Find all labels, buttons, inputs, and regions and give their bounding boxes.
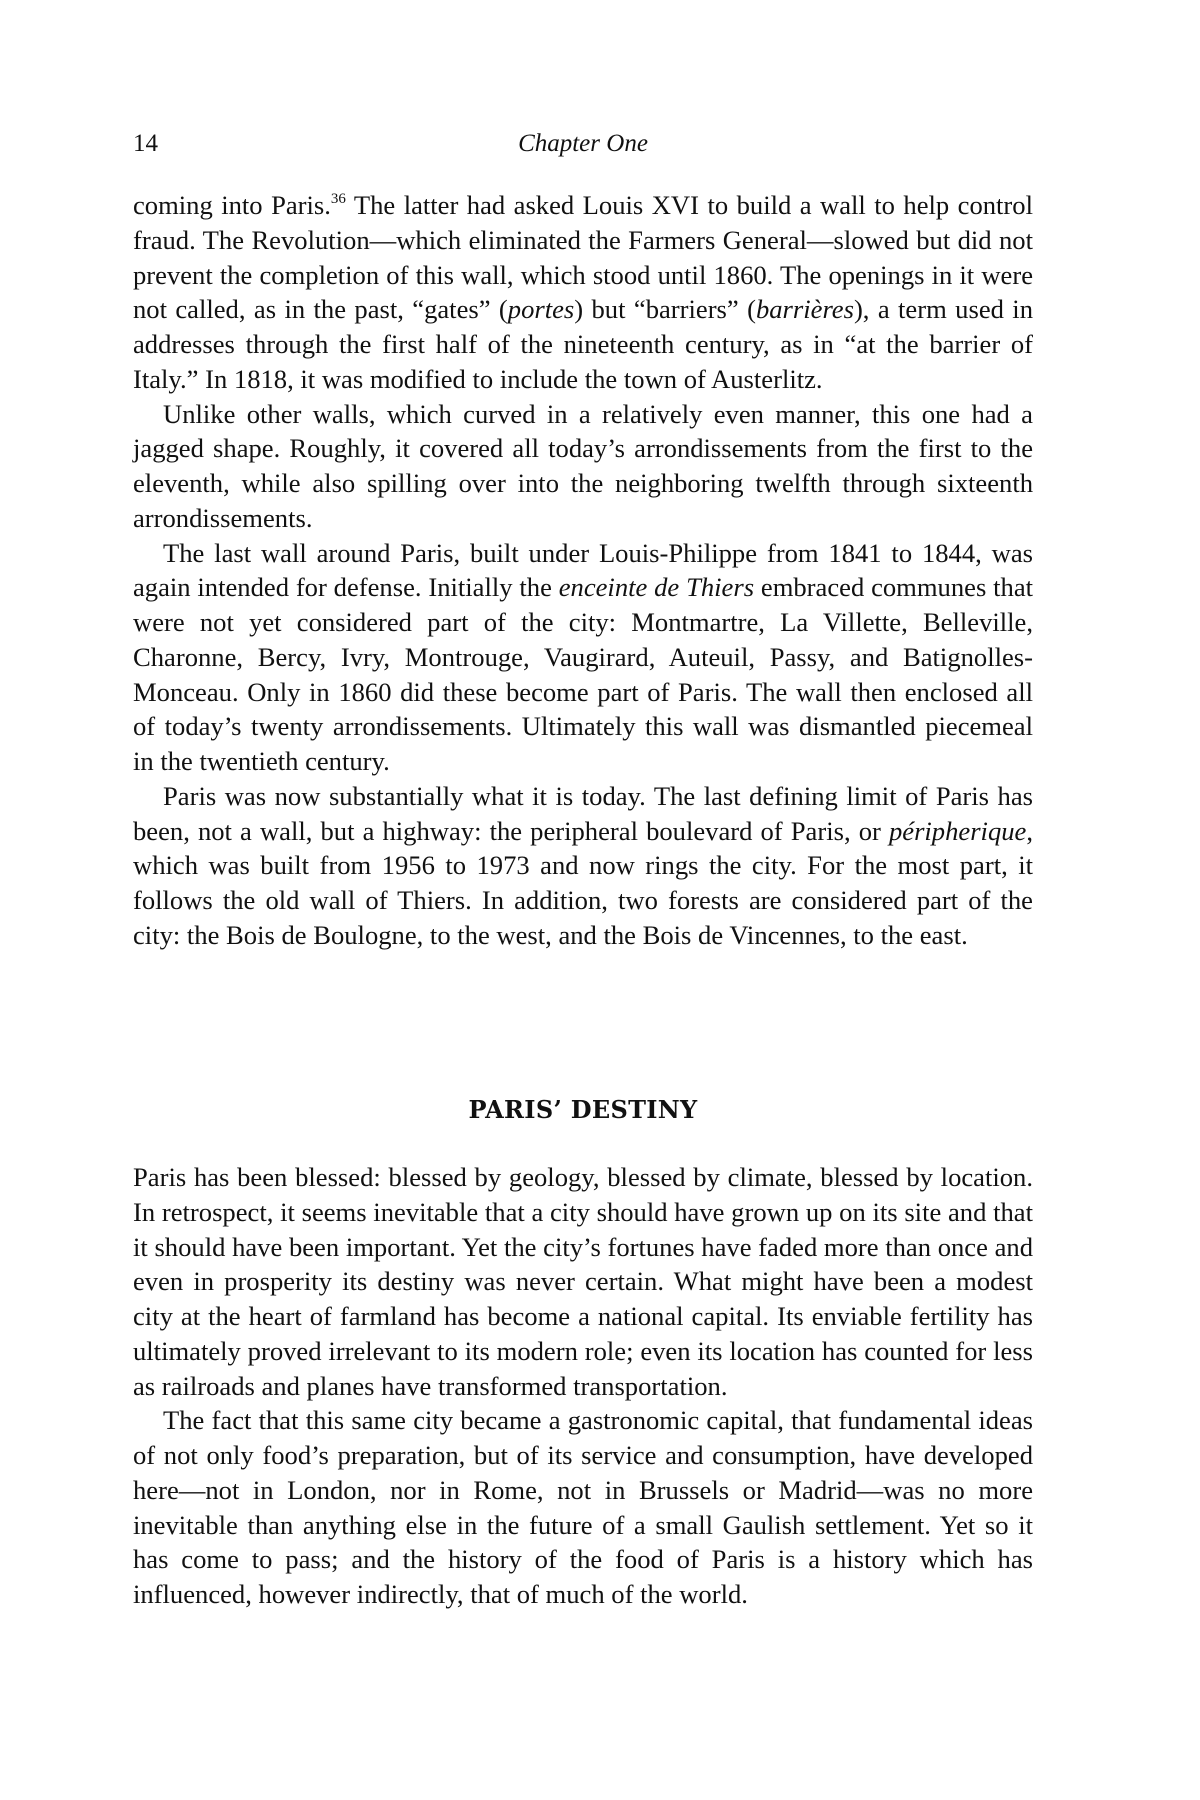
- page-number: 14: [133, 130, 158, 157]
- paragraph-1: [133, 188, 1033, 397]
- italic-term-peripherique: péripherique: [888, 815, 1027, 846]
- italic-term-enceinte: enceinte de Thiers: [558, 572, 755, 603]
- running-head: [133, 124, 1033, 164]
- paragraph-2: Unlike other walls, which curved in a relatively even manner, this one had a jagged shape. Roughly, it covered all today’s arrondissements from the first to the eleventh, while also spilling over into the neighboring twelfth through sixteenth arrondissements.: [133, 398, 1033, 533]
- paragraph-4: [133, 779, 1033, 953]
- paragraph-1-text-d: ), a term used in addresses through the first half of the nineteenth century, as in “at the barrier of Italy.” In 1818, it was modified to include the town of Austerlitz.: [133, 294, 1033, 394]
- paragraph-3: [133, 536, 1033, 779]
- paragraph-4-text-b: , which was built from 1956 to 1973 and now rings the city. For the most part, it follows the old wall of Thiers. In addition, two forests are considered part of the city: the Bois de Boulogne, to the west, and the Bois de Vincennes, to the east.: [133, 815, 1033, 950]
- italic-term-portes: portes: [507, 294, 575, 325]
- paragraph-5: Paris has been blessed: blessed by geology, blessed by climate, blessed by location. In retrospect, it seems inevitable that a city should have grown up on its site and that it should have been important. Yet the city’s fortunes have faded more than once and even in prosperity its destiny was never certain. What might have been a modest city at the heart of farmland has become a national capital. Its enviable fertility has ultimately proved irrelevant to its modern role; even its location has counted for less as railroads and planes have transformed transportation.: [133, 1162, 1033, 1401]
- body-text-section-1: [133, 188, 1033, 953]
- paragraph-1-text-a: coming into Paris.: [133, 190, 331, 220]
- paragraph-3-text-a: The last wall around Paris, built under Louis-Philippe from 1841 to 1844, was again intended for defense. Initially the: [133, 537, 1033, 603]
- paragraph-4-text-a: Paris was now substantially what it is today. The last defining limit of Paris has been, not a wall, but a highway: the peripheral boulevard of Paris, or: [133, 780, 1033, 846]
- section-heading: PARIS’ DESTINY: [468, 1095, 698, 1124]
- paragraph-1-text-c: ) but “barriers” (: [574, 294, 756, 325]
- footnote-reference: 36: [330, 191, 346, 207]
- paragraph-1-text-b: The latter had asked Louis XVI to build a wall to help control fraud. The Revolution—which eliminated the Farmers General—slowed but did not prevent the completion of this wall, which stood until 1860. The openings in it were not called, as in the past, “gates” (: [133, 190, 1033, 325]
- italic-term-barrieres: barrières: [755, 294, 854, 325]
- book-page: [133, 0, 1033, 1800]
- paragraph-3-text-b: embraced communes that were not yet considered part of the city: Montmartre, La Villette, Belleville, Charonne, Bercy, Ivry, Montrouge, Vaugirard, Auteuil, Passy, and Batignolles-Monceau. Only in 1860 did these become part of Paris. The wall then enclosed all of today’s twenty arrondissements. Ultimately this wall was dismantled piecemeal in the twentieth century.: [133, 572, 1034, 776]
- chapter-title: Chapter One: [518, 130, 648, 157]
- body-text-section-2: [133, 1160, 1033, 1612]
- paragraph-6: The fact that this same city became a gastronomic capital, that fundamental ideas of not only food’s preparation, but of its service and consumption, have developed here—not in London, nor in Rome, not in Brussels or Madrid—was no more inevitable than anything else in the future of a small Gaulish settlement. Yet so it has come to pass; and the history of the food of Paris is a history which has influenced, however indirectly, that of much of the world.: [133, 1405, 1033, 1609]
